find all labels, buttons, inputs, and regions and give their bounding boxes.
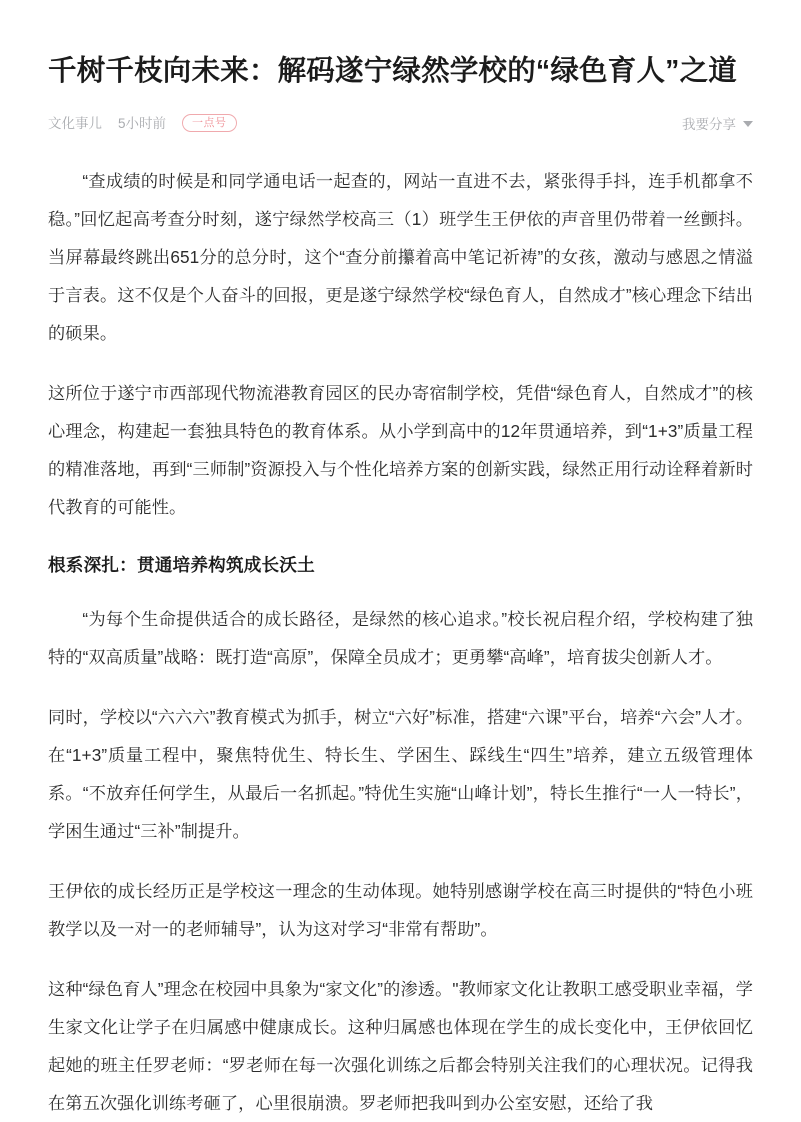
meta-timestamp: 5小时前: [118, 115, 167, 131]
article-body: [48, 162, 753, 1122]
share-label: 我要分享: [682, 117, 736, 133]
article-paragraph: 同时，学校以“六六六”教育模式为抓手，树立“六好”标准，搭建“六课”平台，培养“六会”人才。在“1+3”质量工程中，聚焦特优生、特长生、学困生、踩线生“四生”培养，建立五级管理体系。“不放弃任何学生，从最后一名抓起。”特优生实施“山峰计划”，特长生推行“一人一特长”，学困生通过“三补”制提升。: [48, 707, 753, 842]
article-paragraph: 这所位于遂宁市西部现代物流港教育园区的民办寄宿制学校，凭借“绿色育人，自然成才”的核心理念，构建起一套独具特色的教育体系。从小学到高中的12年贯通培养，到“1+3”质量工程的精准落地，再到“三师制”资源投入与个性化培养方案的创新实践，绿然正用行动诠释着新时代教育的可能性。: [48, 383, 753, 518]
status-badge[interactable]: 一点号: [182, 114, 237, 132]
meta-left-group: [48, 114, 237, 132]
share-button[interactable]: [682, 113, 753, 133]
section-heading: 根系深扎：贯通培养构筑成长沃土: [48, 555, 315, 576]
article-paragraph: 王伊依的成长经历正是学校这一理念的生动体现。她特别感谢学校在高三时提供的“特色小班教学以及一对一的老师辅导”，认为这对学习“非常有帮助”。: [48, 881, 753, 940]
chevron-down-icon: [743, 121, 753, 127]
article-paragraph: “为每个生命提供适合的成长路径，是绿然的核心追求。”校长祝启程介绍，学校构建了独特的“双高质量”战略：既打造“高原”，保障全员成才；更勇攀“高峰”，培育拔尖创新人才。: [48, 609, 753, 668]
meta-source[interactable]: 文化事儿: [48, 115, 102, 131]
article-meta-row: [48, 112, 753, 134]
article-paragraph: 这种“绿色育人”理念在校园中具象为“家文化”的渗透。"教师家文化让教职工感受职业幸福，学生家文化让学子在归属感中健康成长。这种归属感也体现在学生的成长变化中，王伊依回忆起她的班主任罗老师：“罗老师在每一次强化训练之后都会特别关注我们的心理状况。记得我在第五次强化训练考砸了，心里很崩溃。罗老师把我叫到办公室安慰，还给了我: [48, 979, 753, 1114]
article-paragraph: “查成绩的时候是和同学通电话一起查的，网站一直进不去，紧张得手抖，连手机都拿不稳。”回忆起高考查分时刻，遂宁绿然学校高三（1）班学生王伊依的声音里仍带着一丝颤抖。当屏幕最终跳出651分的总分时，这个“查分前攥着高中笔记祈祷”的女孩，激动与感恩之情溢于言表。这不仅是个人奋斗的回报，更是遂宁绿然学校“绿色育人，自然成才”核心理念下结出的硕果。: [48, 171, 753, 344]
page-title: 千树千枝向未来：解码遂宁绿然学校的“绿色育人”之道: [48, 55, 738, 87]
